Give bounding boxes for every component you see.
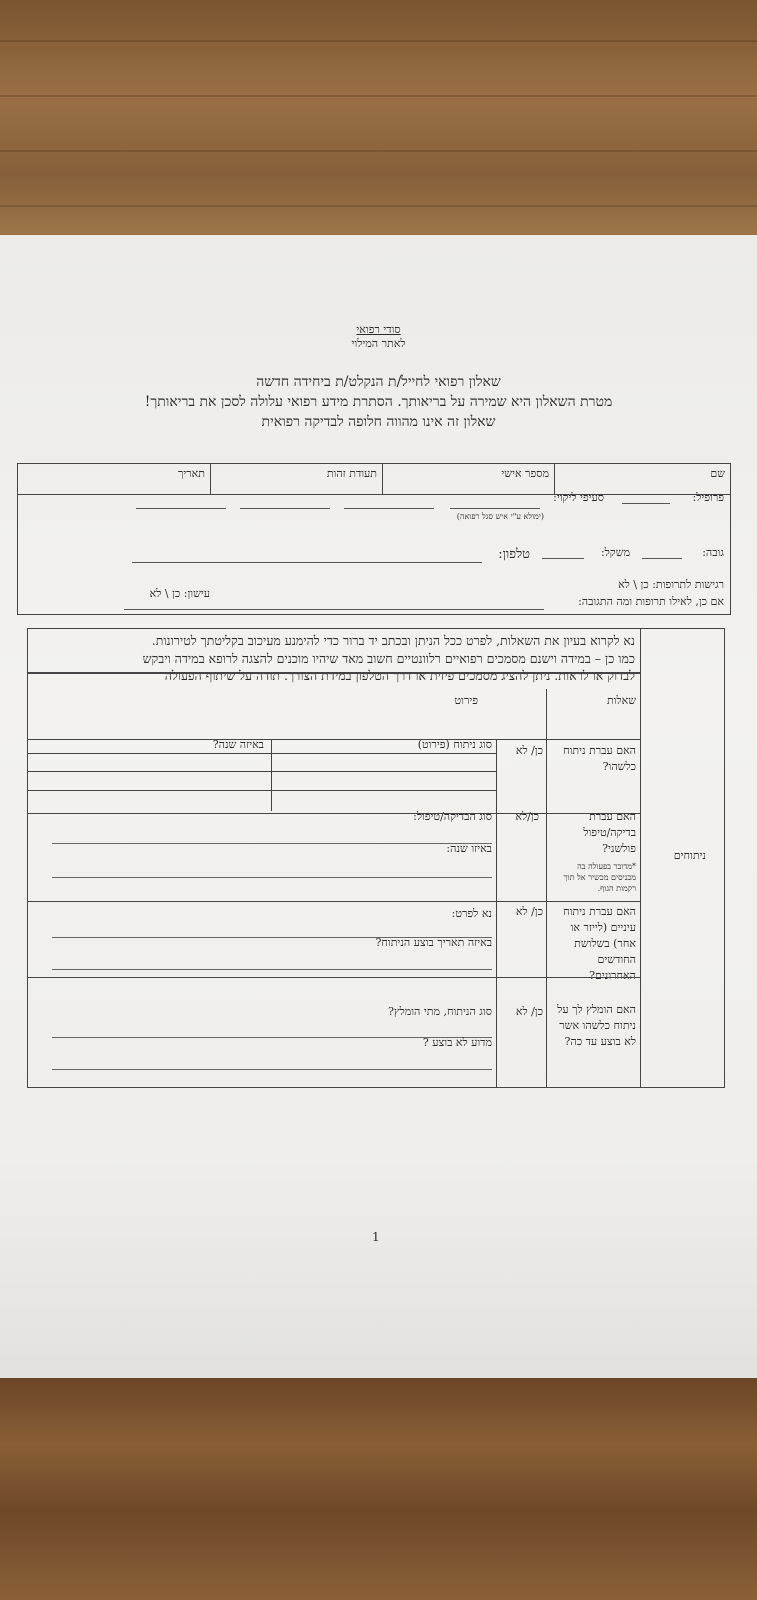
q2-answer[interactable]: כן/לא [515,810,539,823]
title-text: שאלון רפואי לחייל/ת הנקלט/ת ביחידה חדשה [256,374,501,390]
q1-row[interactable] [28,790,497,791]
q2-type-field[interactable] [52,843,492,844]
personal-number-label: מספר אישי [501,467,549,480]
id-cell[interactable] [210,464,382,494]
surgeries-box [27,628,725,1088]
date-cell[interactable] [18,464,210,494]
page-number: 1 [372,1230,380,1244]
name-cell[interactable] [554,464,730,494]
intro-line-1: נא לקרוא בעיון את השאלות, לפרט ככל הניתן ובכתב יד ברור כדי להימנע מעיכוב בקליטתך לטירונות. [151,633,635,648]
name-label: שם [710,467,725,480]
personal-details-box [17,463,731,615]
height-label: גובה: [702,546,724,559]
personal-number-cell[interactable] [382,464,554,494]
q1-year-label: באיזה שנה? [212,738,264,751]
table-surface [0,1378,757,1600]
q3-detail-label: נא לפרט: [451,907,492,920]
profile-label: פרופיל: [692,491,724,504]
q2-year-label: באיזו שנה: [446,842,492,855]
secret-label: סודי רפואי [356,323,401,336]
surgeries-section-label: ניתוחים [673,849,706,862]
q4-why-label: מדוע לא בוצע ? [422,1036,492,1049]
q3-date-field[interactable] [52,969,492,970]
col-questions-header: שאלות [606,694,636,707]
weight-field[interactable] [542,558,584,559]
personal-header-row [18,464,730,495]
deficiency-label: סעיפי ליקוי: [553,491,604,504]
weight-label: משקל: [600,546,630,559]
q2-question: האם עברת בדיקה/טיפול פולשני? [583,810,636,855]
q1-row[interactable] [28,771,497,772]
q3-question: האם עברת ניתוח עיניים (לייזר או אחר) בשלושת החודשים האחרונים? [563,905,636,982]
reserve-label: לאתר המילוי [351,337,406,350]
deficiency-field-4[interactable] [136,508,226,509]
form-title [0,372,757,432]
allergy-detail-field[interactable] [124,609,544,610]
phone-label: טלפון: [498,547,530,562]
intro-line-3: לבדוק או לראות. ניתן להציג מסמכים פיזית או דרך הטלפון במידת הצורך. תודה על שיתוף הפעולה [164,668,635,683]
q3-answer[interactable]: כן/ לא [515,905,543,918]
date-label: תאריך [177,467,205,480]
header-labels [0,323,757,351]
q2-year-field[interactable] [52,877,492,878]
surgeries-section [640,629,724,1087]
deficiency-field-3[interactable] [240,508,330,509]
q4-type-label: סוג הניתוח, מתי הומלץ? [387,1005,492,1018]
q2-note: *מדובר בפעולה בה מכניסים מכשיר אל תוך רקמות הגוף. [563,862,636,893]
id-label: תעודת זהות [326,467,377,480]
smoking-label: עישון: כן \ לא [149,587,210,600]
intro-line-2: כמו כן – במידה וישנם מסמכים רפואיים רלוונטיים חשוב מאד שיהיו מוכנים להצגה לרופא במידה ויבקש [142,651,635,666]
q4-answer[interactable]: כן/ לא [515,1005,543,1018]
q3-date-label: באיזה תאריך בוצע הניתוח? [375,936,492,949]
q4-why-field[interactable] [52,1069,492,1070]
q4-question: האם הומלץ לך על ניתוח כלשהו אשר לא בוצע עד כה? [557,1003,636,1048]
q2-type-label: סוג הבדיקה/טיפול: [413,810,492,823]
q1-type-label: סוג ניתוח (פירוט) [417,738,492,751]
deficiency-field-2[interactable] [344,508,434,509]
purpose-text: מטרת השאלון היא שמירה על בריאותך. הסתרת מידע רפואי עלולה לסכן את בריאותך! [144,394,613,410]
disclaimer-text: שאלון זה אינו מהווה חלופה לבדיקה רפואית [261,414,496,430]
deficiency-note: (ימולא ע"י איש סגל רפואה) [456,512,544,521]
surgeries-intro [28,629,641,673]
allergy-detail-label: אם כן, לאילו תרופות ומה התגובה: [578,595,724,608]
q1-answer[interactable]: כן/ לא [515,744,543,757]
phone-field[interactable] [132,562,482,563]
q1-question: האם עברת ניתוח כלשהו? [563,744,636,773]
col-details-header: פירוט [454,694,478,707]
allergy-label: רגישות לתרופות: כן \ לא [618,578,724,591]
deficiency-field-1[interactable] [450,508,540,509]
profile-field[interactable] [622,503,670,504]
height-field[interactable] [642,558,682,559]
